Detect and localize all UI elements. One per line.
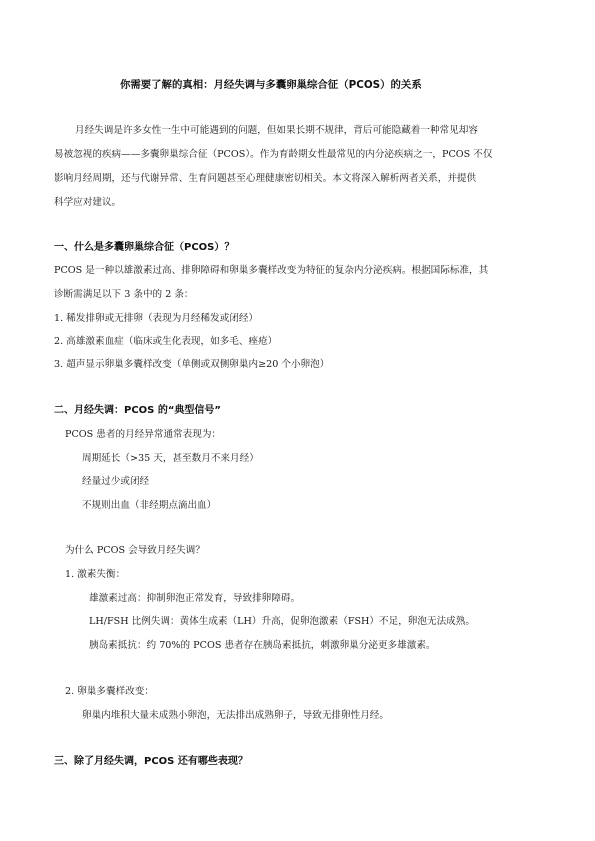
reason-item: 胰岛素抵抗：约 70%的 PCOS 患者存在胰岛素抵抗，刺激卵巢分泌更多雄激素。	[89, 640, 436, 651]
criteria-item: 1. 稀发排卵或无排卵（表现为月经稀发或闭经）	[54, 313, 259, 324]
intro-line: 月经失调是许多女性一生中可能遇到的问题，但如果长期不规律，背后可能隐藏着一种常见却容	[75, 125, 478, 136]
paragraph-line: PCOS 是一种以雄激素过高、排卵障碍和卵巢多囊样改变为特征的复杂内分泌疾病。根据国际标准，其	[54, 265, 489, 276]
reason-heading: 2. 卵巢多囊样改变：	[65, 686, 154, 697]
intro-line: 易被忽视的疾病——多囊卵巢综合征（PCOS）。作为育龄期女性最常见的内分泌疾病之一，PCOS 不仅	[54, 149, 493, 160]
criteria-item: 3. 超声显示卵巢多囊样改变（单侧或双侧卵巢内≥20 个小卵泡）	[54, 359, 330, 370]
intro-line: 科学应对建议。	[54, 197, 122, 208]
section-heading-3: 三、除了月经失调，PCOS 还有哪些表现？	[54, 756, 248, 767]
document-title: 你需要了解的真相：月经失调与多囊卵巢综合征（PCOS）的关系	[120, 79, 422, 91]
symptom-item: 经量过少或闭经	[82, 476, 150, 487]
reason-item: 卵巢内堆积大量未成熟小卵泡，无法排出成熟卵子，导致无排卵性月经。	[82, 710, 389, 721]
symptom-item: 周期延长（>35 天，甚至数月不来月经）	[82, 453, 259, 464]
symptom-item: 不规则出血（非经期点滴出血）	[82, 500, 217, 511]
section-heading-2: 二、月经失调：PCOS 的“典型信号”	[54, 405, 221, 416]
reason-heading: 1. 激素失衡：	[65, 569, 126, 580]
paragraph-line: 诊断需满足以下 3 条中的 2 条：	[54, 289, 194, 300]
section-heading-1: 一、什么是多囊卵巢综合征（PCOS）？	[54, 242, 235, 253]
criteria-item: 2. 高雄激素血症（临床或生化表现，如多毛、痤疮）	[54, 336, 278, 347]
paragraph-line: PCOS 患者的月经异常通常表现为：	[65, 429, 222, 440]
intro-line: 影响月经周期，还与代谢异常、生育问题甚至心理健康密切相关。本文将深入解析两者关系，并提供	[54, 173, 477, 184]
reason-item: LH/FSH 比例失调：黄体生成素（LH）升高，促卵泡激素（FSH）不足，卵泡无法成熟。	[89, 616, 475, 627]
reason-item: 雄激素过高：抑制卵泡正常发育，导致排卵障碍。	[89, 593, 301, 604]
question-line: 为什么 PCOS 会导致月经失调？	[65, 545, 205, 556]
